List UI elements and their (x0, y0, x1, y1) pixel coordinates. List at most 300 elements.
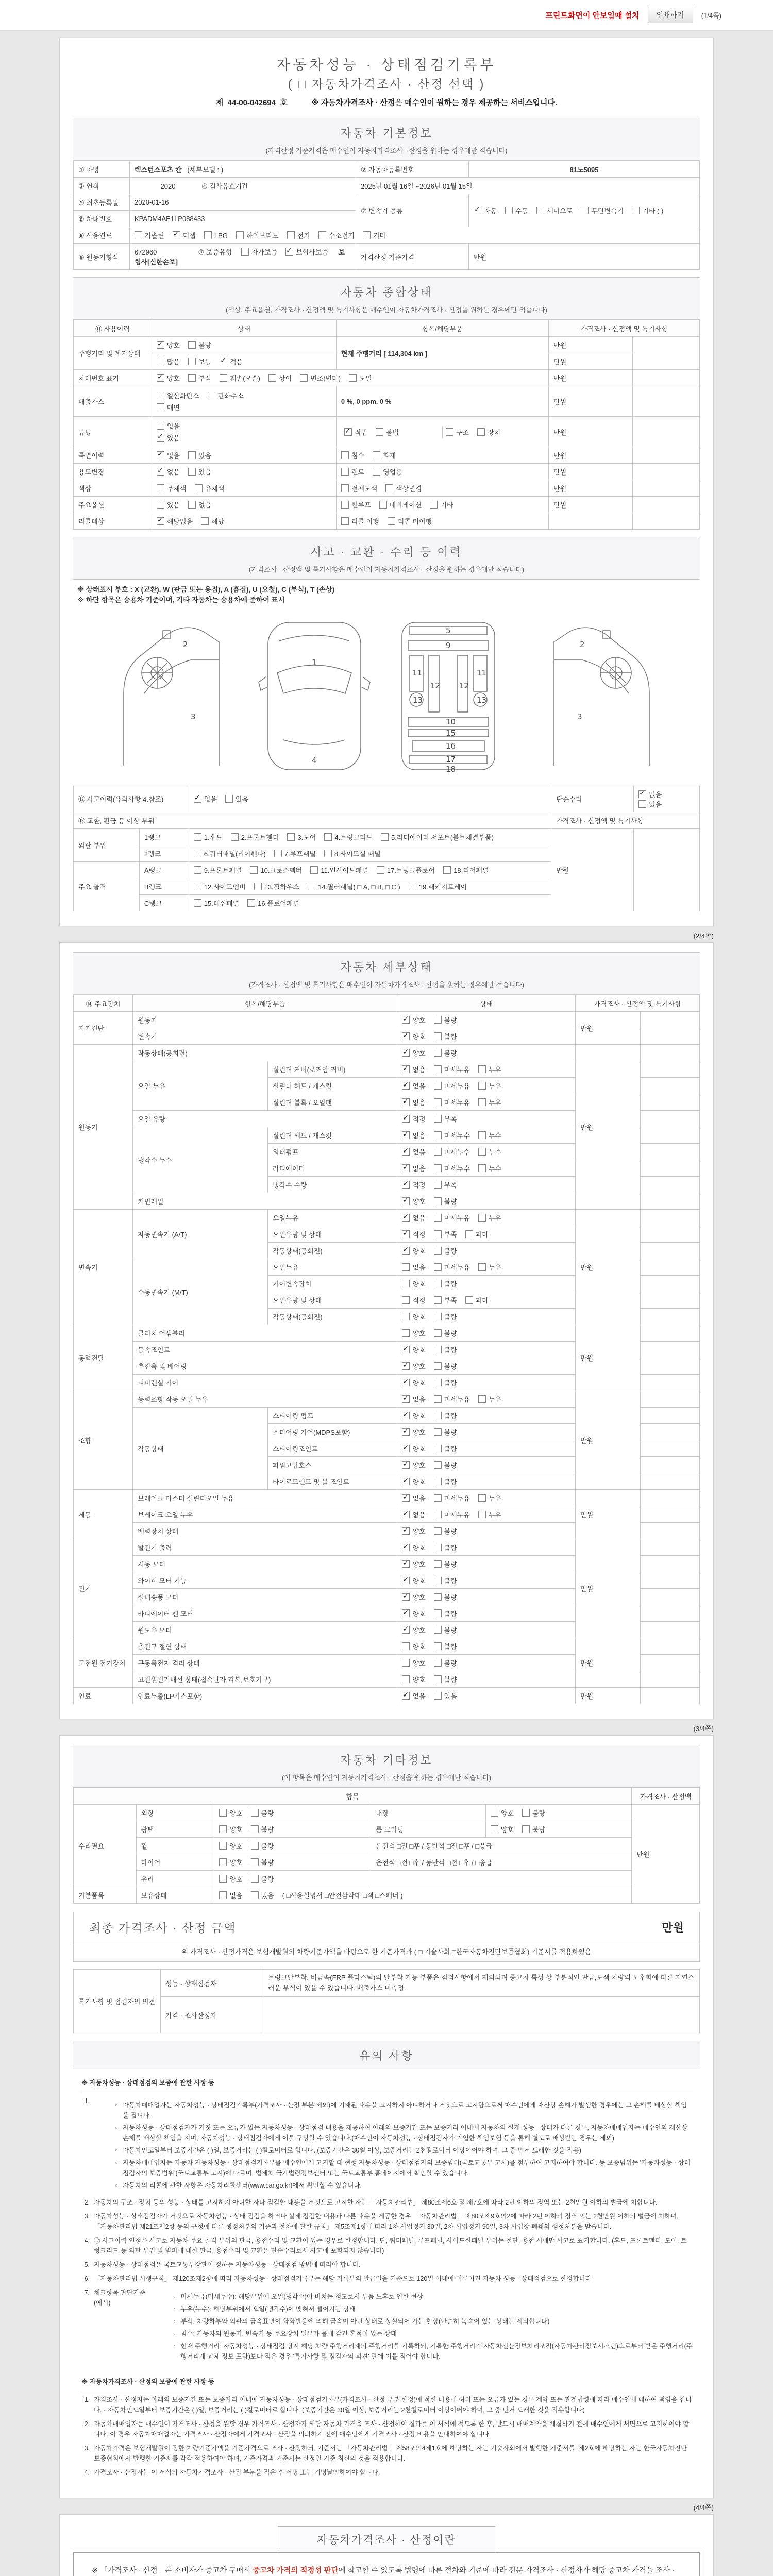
checkbox[interactable] (135, 231, 142, 239)
state-cell (397, 1671, 576, 1687)
print-button[interactable]: 인쇄하기 (648, 7, 693, 23)
inspector-opinion-label: 성능 · 상태점검자 (161, 1970, 263, 1997)
checkbox[interactable] (402, 1115, 410, 1123)
checkbox[interactable] (373, 451, 380, 459)
checkbox[interactable] (324, 850, 332, 857)
checkbox-label: 불량 (444, 1642, 457, 1651)
checkbox[interactable] (287, 833, 295, 841)
notice-bullet: ▫ 자동차인도일부터 보증기간은 ( )일, 보증거리는 ( )킬로미터로 합니다. (보증기간은 30일 이상, 보증거리는 2천킬로미터 이상이어야 하며, 그 중 먼저 도래한 것을 적용) (115, 2145, 693, 2156)
table-row (74, 1325, 700, 1341)
checkbox[interactable] (402, 1049, 410, 1057)
notice-bullet: ▫ 부식: 차량하부와 외판의 금속표면이 화학반응에 의해 금속이 아닌 상태로 상실되어 가는 현상(단순히 녹슬어 있는 상태는 제외합니다) (173, 2316, 693, 2327)
checkbox[interactable] (194, 795, 201, 803)
checkbox[interactable] (194, 833, 201, 841)
checkbox[interactable] (268, 374, 276, 382)
checkbox[interactable] (478, 1214, 486, 1222)
checkbox[interactable] (434, 1593, 442, 1601)
checkbox[interactable] (385, 484, 393, 492)
checkbox[interactable] (208, 392, 215, 399)
checkbox[interactable] (478, 1164, 486, 1172)
checkbox[interactable] (402, 1016, 410, 1024)
checkbox[interactable] (402, 1445, 410, 1452)
checkbox[interactable] (219, 1809, 227, 1817)
checkbox[interactable] (254, 883, 262, 890)
checkbox[interactable] (434, 1626, 442, 1634)
section-comp-title: 자동차 종합상태 (340, 286, 433, 299)
checkbox[interactable] (474, 207, 481, 214)
checkbox[interactable] (318, 231, 326, 239)
checkbox-option (241, 247, 277, 257)
checkbox-label: 13.휠하우스 (264, 883, 299, 891)
checkbox[interactable] (434, 1032, 442, 1040)
checkbox-label: 양호 (229, 1825, 243, 1834)
checkbox[interactable] (402, 1346, 410, 1353)
checkbox[interactable] (231, 833, 239, 841)
notice-item-body: 가격조사 · 산정자는 아래의 보증기간 또는 보증거리 이내에 자동차성능 · 상태점검기록부(가격조사 · 산정 부분 한정)에 적힌 내용에 허위 또는 오류가 있는 경우 계약 또는 관계법령에 따라 매수인에 대하여 책임을 집니다. · 자동차인도일부터 보증기간은 ( )일, 보증거리는 ( )킬로미터로 합니다. (보증기간은 30일 이상, 보증거리는 2천킬로미터 이상이어야 하며, 그 중 먼저 도래한 것을 적용합니다) (94, 2396, 692, 2414)
checkbox-label: 양호 (412, 1659, 426, 1667)
checkbox-label: 썬루프 (351, 501, 371, 509)
checkbox[interactable] (434, 1478, 442, 1485)
checkbox[interactable] (241, 248, 249, 256)
checkbox-label: 불량 (444, 1247, 457, 1255)
checkbox[interactable] (377, 866, 384, 874)
checkbox[interactable] (402, 1527, 410, 1535)
checkbox[interactable] (194, 866, 201, 874)
checkbox[interactable] (220, 374, 227, 382)
checkbox[interactable] (402, 1577, 410, 1584)
checkbox[interactable] (434, 1412, 442, 1419)
checkbox[interactable] (194, 883, 201, 890)
checkbox[interactable] (402, 1593, 410, 1601)
checkbox[interactable] (344, 428, 352, 436)
checkbox[interactable] (157, 451, 164, 459)
checkbox[interactable] (434, 1164, 442, 1172)
checkbox[interactable] (478, 1098, 486, 1106)
checkbox[interactable] (219, 1842, 227, 1850)
checkbox[interactable] (402, 1181, 410, 1189)
checkbox[interactable] (157, 501, 164, 509)
amount-extra-cell (640, 1061, 699, 1077)
checkbox[interactable] (285, 248, 293, 256)
checkbox[interactable] (402, 1395, 410, 1403)
checkbox[interactable] (402, 1247, 410, 1255)
amount-extra-cell (640, 1456, 699, 1473)
state-cell (152, 370, 548, 386)
checkbox-label: 불량 (444, 1478, 457, 1486)
checkbox[interactable] (581, 207, 589, 214)
checkbox[interactable] (505, 207, 513, 214)
checkbox[interactable] (188, 358, 196, 365)
checkbox-label: 리콜 미이행 (397, 518, 432, 526)
item-label: 자동변속기 (A/T) (133, 1209, 268, 1259)
state-cell (397, 1391, 576, 1407)
basic-items-label: 기본품목 (74, 1887, 137, 1903)
checkbox[interactable] (195, 484, 203, 492)
checkbox[interactable] (402, 1428, 410, 1436)
checkbox[interactable] (250, 866, 258, 874)
checkbox[interactable] (402, 1263, 410, 1271)
checkbox[interactable] (402, 1296, 410, 1304)
checkbox[interactable] (220, 358, 227, 365)
checkbox[interactable] (522, 1825, 530, 1833)
state-cell (397, 1176, 576, 1193)
checkbox[interactable] (157, 434, 164, 442)
checkbox-option (250, 865, 302, 875)
checkbox[interactable] (204, 231, 212, 239)
checkbox-label: 수소전기 (328, 232, 355, 240)
checkbox-option (402, 1510, 425, 1519)
checkbox-label: 양호 (412, 1197, 426, 1206)
checkbox[interactable] (402, 1197, 410, 1205)
checkbox[interactable] (341, 517, 349, 525)
checkbox[interactable] (434, 1428, 442, 1436)
checkbox-label: 양호 (412, 1478, 426, 1486)
checkbox-label: 불량 (444, 1412, 457, 1420)
checkbox[interactable] (402, 1692, 410, 1700)
checkbox[interactable] (491, 1809, 498, 1817)
checkbox[interactable] (188, 501, 196, 509)
notice-item-body: 「자동차관리법 시행규칙」 제120조제2항에 따라 자동차성능 · 상태점검기록부는 해당 기록부의 발급일을 기준으로 120일 이내에 이루어진 자동차 성능 · 상태점검으로 한정합니다 (94, 2275, 592, 2283)
state-cell (152, 513, 336, 530)
checkbox[interactable] (300, 374, 308, 382)
state-cell (397, 1539, 576, 1555)
checkbox[interactable] (194, 899, 201, 907)
notice-item-body: 자동차의 구조 · 장치 등의 성능 · 상태를 고지하지 아니한 자나 점검한 내용을 거짓으로 고지한 자는 「자동차관리법」 제80조제6호 및 제7호에 따라 2년 이하의 징역 또는 2천만원 이하의 벌금에 처합니다. (94, 2199, 658, 2207)
appraisal-info-tab: 자동차가격조사 · 산정이란 (278, 2526, 495, 2552)
amount-cell: 만원 (549, 480, 633, 497)
checkbox-label: 적정 (412, 1296, 426, 1304)
checkbox[interactable] (434, 1461, 442, 1469)
checkbox[interactable] (402, 1494, 410, 1502)
page-indicator-2: (2/4쪽) (693, 931, 714, 940)
checkbox[interactable] (402, 1362, 410, 1370)
checkbox[interactable] (219, 1891, 227, 1899)
checkbox[interactable] (434, 1362, 442, 1370)
checkbox[interactable] (363, 231, 371, 239)
checkbox[interactable] (434, 1181, 442, 1189)
section-detail-title: 자동차 세부상태 (340, 960, 433, 974)
install-notice[interactable]: 프린트화면이 안보일때 설치 (545, 11, 640, 20)
checkbox[interactable] (402, 1032, 410, 1040)
checkbox-option (402, 1114, 425, 1124)
checkbox[interactable] (287, 231, 295, 239)
checkbox[interactable] (402, 1544, 410, 1551)
checkbox-label: 불량 (532, 1825, 546, 1834)
checkbox[interactable] (443, 866, 451, 874)
checkbox[interactable] (402, 1131, 410, 1139)
checkbox[interactable] (465, 1296, 473, 1304)
checkbox[interactable] (402, 1412, 410, 1419)
checkbox[interactable] (251, 1875, 259, 1883)
checkbox[interactable] (219, 1875, 227, 1883)
amount-extra-cell (640, 1028, 699, 1044)
checkbox[interactable] (478, 1494, 486, 1502)
label-inspection-period: ④ 검사유효기간 (201, 182, 248, 190)
checkbox[interactable] (477, 428, 485, 436)
checkbox[interactable] (402, 1659, 410, 1667)
checkbox[interactable] (434, 1494, 442, 1502)
notice-bullets (115, 2098, 693, 2193)
checkbox[interactable] (434, 1445, 442, 1452)
notice-item-number: 5. (84, 2261, 90, 2269)
checkbox-label: 네비게이션 (389, 501, 422, 509)
checkbox[interactable] (188, 341, 196, 349)
checkbox[interactable] (465, 1230, 473, 1238)
checkbox-label: 불량 (444, 1675, 457, 1684)
checkbox[interactable] (388, 517, 395, 525)
checkbox-label: 적정 (412, 1230, 426, 1239)
state-cell (397, 1621, 576, 1638)
checkbox[interactable] (188, 374, 196, 382)
checkbox[interactable] (434, 1263, 442, 1271)
amount-cell: 만원 (576, 1687, 641, 1704)
amount-extra-cell (632, 447, 699, 464)
checkbox[interactable] (434, 1131, 442, 1139)
checkbox[interactable] (402, 1626, 410, 1634)
checkbox[interactable] (434, 1098, 442, 1106)
checkbox[interactable] (402, 1511, 410, 1518)
checkbox[interactable] (379, 501, 387, 509)
checkbox[interactable] (434, 1642, 442, 1650)
checkbox[interactable] (478, 1511, 486, 1518)
checkbox[interactable] (434, 1692, 442, 1700)
notice-item-number: 1. (84, 2396, 90, 2404)
checkbox[interactable] (446, 428, 453, 436)
checkbox[interactable] (434, 1065, 442, 1073)
checkbox[interactable] (434, 1313, 442, 1320)
checkbox-label: 양호 (412, 1461, 426, 1469)
checkbox[interactable] (434, 1346, 442, 1353)
checkbox[interactable] (522, 1809, 530, 1817)
notice-bullets (173, 2290, 693, 2364)
checkbox[interactable] (274, 850, 282, 857)
checkbox[interactable] (402, 1461, 410, 1469)
status-codes-line2: ※ 하단 항목은 승용차 기준이며, 기타 자동차는 승용차에 준하여 표시 (77, 596, 285, 604)
checkbox[interactable] (402, 1478, 410, 1485)
row-label: 색상 (74, 480, 152, 497)
checkbox[interactable] (251, 1858, 259, 1866)
appraisal-info-text: 중고차 가격의 적정성 판단 (253, 2567, 339, 2575)
checkbox-option (318, 230, 355, 240)
detail-text: 운전석 □전 □후 / 동반석 □전 □후 / □응급 (371, 1854, 632, 1870)
checkbox[interactable] (434, 1049, 442, 1057)
checkbox[interactable] (251, 1809, 259, 1817)
checkbox-label: 불량 (444, 1659, 457, 1667)
item-label: 와이퍼 모터 기능 (133, 1572, 397, 1588)
checkbox[interactable] (341, 501, 349, 509)
checkbox[interactable] (434, 1016, 442, 1024)
state-cell (214, 1870, 371, 1887)
checkbox[interactable] (434, 1296, 442, 1304)
checkbox[interactable] (157, 392, 164, 399)
state-cell (152, 447, 336, 464)
checkbox-option (522, 1808, 545, 1818)
section-basic-title: 자동차 기본정보 (340, 127, 433, 140)
checkbox[interactable] (341, 451, 349, 459)
checkbox[interactable] (434, 1214, 442, 1222)
final-price-box (73, 1912, 700, 1942)
rank-items (189, 828, 551, 845)
checkbox[interactable] (434, 1527, 442, 1535)
checkbox-option (287, 832, 316, 842)
checkbox[interactable] (402, 1148, 410, 1156)
checkbox[interactable] (324, 833, 332, 841)
checkbox-option (157, 516, 193, 526)
checkbox[interactable] (478, 1263, 486, 1271)
checkbox[interactable] (157, 374, 164, 382)
checkbox[interactable] (434, 1511, 442, 1518)
checkbox[interactable] (402, 1082, 410, 1090)
checkbox[interactable] (247, 899, 255, 907)
state-cell (397, 1325, 576, 1341)
checkbox[interactable] (251, 1825, 259, 1833)
checkbox[interactable] (434, 1082, 442, 1090)
amount-cell: 만원 (549, 447, 633, 464)
checkbox[interactable] (402, 1065, 410, 1073)
checkbox[interactable] (219, 1825, 227, 1833)
checkbox[interactable] (157, 358, 164, 365)
checkbox[interactable] (409, 883, 416, 890)
device-group-label: 연료 (74, 1687, 133, 1704)
rank-label: C랭크 (139, 894, 189, 911)
checkbox-label: 불량 (444, 1032, 457, 1041)
checkbox-option (402, 1163, 425, 1173)
notice-bullet: ▫ 누유(누수): 해당부위에서 오일(냉각수)이 맺혀서 떨어지는 상태 (173, 2304, 693, 2314)
checkbox-label: 없음 (412, 1082, 426, 1090)
checkbox-option (402, 1691, 425, 1701)
checkbox[interactable] (434, 1280, 442, 1287)
checkbox-label: 과다 (475, 1230, 489, 1239)
checkbox[interactable] (402, 1642, 410, 1650)
checkbox[interactable] (434, 1544, 442, 1551)
checkbox[interactable] (434, 1247, 442, 1255)
tuning-split (341, 426, 544, 438)
notice-bullet: ▫ 자동차의 리콜에 관한 사항은 자동차리콜센터(www.car.go.kr)에서 확인할 수 있습니다. (115, 2180, 693, 2191)
checkbox[interactable] (188, 468, 196, 476)
state-cell (152, 464, 336, 480)
checkbox[interactable] (434, 1659, 442, 1667)
checkbox[interactable] (430, 501, 438, 509)
checkbox[interactable] (491, 1825, 498, 1833)
checkbox[interactable] (194, 850, 201, 857)
checkbox[interactable] (157, 341, 164, 349)
state-cell (152, 417, 336, 447)
checkbox[interactable] (236, 231, 244, 239)
checkbox[interactable] (201, 517, 209, 525)
amount-cell: 만원 (576, 1044, 641, 1209)
checkbox[interactable] (434, 1675, 442, 1683)
checkbox[interactable] (402, 1230, 410, 1238)
table-row (74, 1870, 700, 1887)
checkbox-option (195, 483, 225, 493)
checkbox-label: 14.필러패널( □ A, □ B, □ C ) (317, 883, 400, 891)
checkbox[interactable] (188, 451, 196, 459)
checkbox[interactable] (478, 1395, 486, 1403)
checkbox-label: 렌트 (351, 468, 364, 476)
notice-item-body: 가격조사 · 산정자는 이 서식의 자동차가격조사 · 산정 부분을 적은 후 서명 또는 기명날인하여야 합니다. (94, 2469, 380, 2477)
state-cell (397, 1605, 576, 1621)
checkbox-option (188, 373, 211, 383)
checkbox-option (194, 882, 246, 891)
checkbox-label: 자가보증 (251, 248, 277, 256)
checkbox[interactable] (434, 1148, 442, 1156)
checkbox[interactable] (157, 484, 164, 492)
checkbox-option (402, 1015, 425, 1025)
checkbox[interactable] (349, 374, 357, 382)
checkbox[interactable] (434, 1609, 442, 1617)
col-usage: ⑪ 사용이력 (74, 320, 152, 337)
checkbox[interactable] (402, 1675, 410, 1683)
table-row (74, 447, 700, 464)
checkbox-option (434, 1279, 457, 1289)
amount-extra-cell (640, 1440, 699, 1456)
checkbox[interactable] (219, 1858, 227, 1866)
checkbox[interactable] (173, 231, 180, 239)
checkbox[interactable] (434, 1379, 442, 1386)
checkbox[interactable] (402, 1313, 410, 1320)
checkbox[interactable] (402, 1098, 410, 1106)
device-group-label: 변속기 (74, 1209, 133, 1325)
checkbox-option (434, 1526, 457, 1536)
checkbox[interactable] (402, 1560, 410, 1568)
checkbox[interactable] (536, 207, 544, 214)
checkbox-option (402, 1444, 425, 1453)
checkbox[interactable] (308, 883, 315, 890)
checkbox[interactable] (341, 468, 349, 476)
checkbox[interactable] (434, 1115, 442, 1123)
checkbox[interactable] (478, 1065, 486, 1073)
checkbox[interactable] (381, 833, 389, 841)
checkbox[interactable] (157, 403, 164, 411)
item-label: 동력조향 작동 오일 누유 (133, 1391, 397, 1407)
checkbox[interactable] (341, 484, 349, 492)
checkbox[interactable] (478, 1131, 486, 1139)
checkbox[interactable] (310, 866, 318, 874)
checkbox[interactable] (638, 790, 646, 798)
checkbox-option (402, 1229, 425, 1239)
checkbox[interactable] (402, 1609, 410, 1617)
checkbox[interactable] (434, 1577, 442, 1584)
item-label: 등속조인트 (133, 1341, 397, 1358)
checkbox[interactable] (632, 207, 640, 214)
checkbox[interactable] (402, 1329, 410, 1337)
checkbox[interactable] (478, 1148, 486, 1156)
checkbox[interactable] (434, 1395, 442, 1403)
checkbox[interactable] (434, 1560, 442, 1568)
checkbox[interactable] (402, 1214, 410, 1222)
checkbox[interactable] (251, 1842, 259, 1850)
checkbox-label: 불량 (444, 1016, 457, 1024)
checkbox[interactable] (434, 1329, 442, 1337)
item-label: 변속기 (133, 1028, 397, 1044)
checkbox[interactable] (402, 1164, 410, 1172)
checkbox[interactable] (373, 468, 380, 476)
checkbox[interactable] (638, 800, 646, 808)
checkbox[interactable] (478, 1082, 486, 1090)
checkbox[interactable] (225, 795, 233, 803)
checkbox[interactable] (157, 468, 164, 476)
checkbox[interactable] (402, 1379, 410, 1386)
checkbox[interactable] (402, 1280, 410, 1287)
checkbox[interactable] (251, 1891, 259, 1899)
checkbox-option (402, 1394, 425, 1404)
checkbox[interactable] (434, 1197, 442, 1205)
checkbox[interactable] (376, 428, 383, 436)
checkbox[interactable] (434, 1230, 442, 1238)
checkbox[interactable] (157, 422, 164, 430)
checkbox[interactable] (157, 517, 164, 525)
notice-bullet: ▫ 현재 주행거리: 자동차성능 · 상태점검 당시 해당 차량 주행거리계의 주행거리를 기록하되, 기록한 주행거리가 자동차전산정보처리조직(자동차관리정보시스템)으로부터 받은 주행거리(주행거리계 교체 정보 포함)보다 적은 경우 '특기사항 및 점검자의 의견' 란에 이를 적어야 합니다. (173, 2341, 693, 2362)
